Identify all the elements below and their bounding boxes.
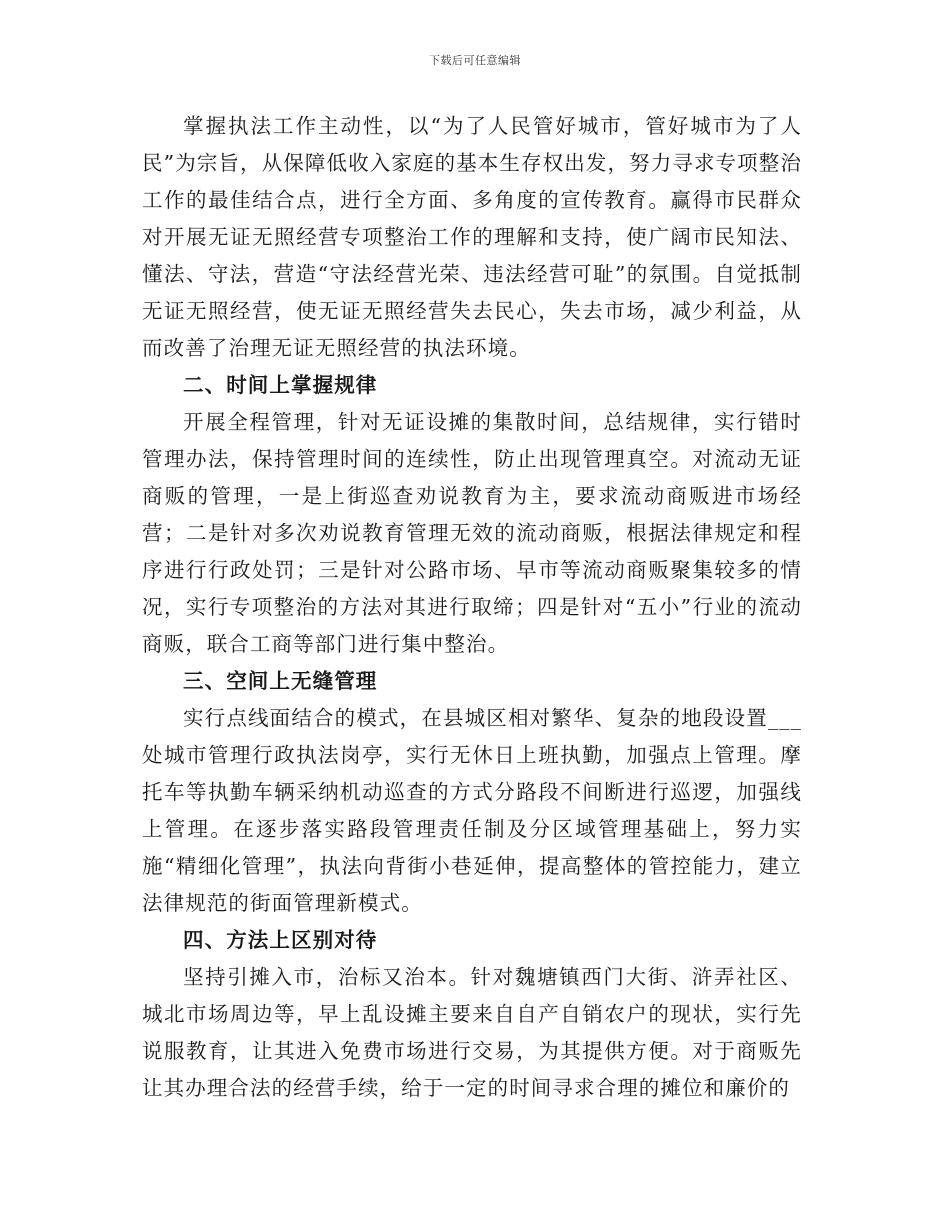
section-heading-2: 二、时间上掌握规律 (183, 373, 378, 397)
paragraph-section-3: 实行点线面结合的模式，在县城区相对繁华、复杂的地段设置___处城市管理行政执法岗亭，实行无休日上班执勤，加强点上管理。摩托车等执勤车辆采纳机动巡查的方式分路段不间断进行巡逻，加强线上管理。在逐步落实路段管理责任制及分区域管理基础上，努力实施“精细化管理”，执法向背街小巷延伸，提高整体的管控能力，建立法律规范的街面管理新模式。 (142, 706, 802, 915)
section-heading-3: 三、空间上无缝管理 (183, 669, 378, 693)
paragraph-section-4: 坚持引摊入市，治标又治本。针对魏塘镇西门大街、浒弄社区、城北市场周边等，早上乱设摊主要来自自产自销农户的现状，实行先说服教育，让其进入免费市场进行交易，为其提供方便。对于商贩先让其办理合法的经营手续，给于一定的时间寻求合理的摊位和廉价的 (142, 965, 802, 1100)
header-note: 下载后可任意编辑 (429, 54, 521, 67)
paragraph-section-2: 开展全程管理，针对无证设摊的集散时间，总结规律，实行错时管理办法，保持管理时间的连续性，防止出现管理真空。对流动无证商贩的管理，一是上街巡查劝说教育为主，要求流动商贩进市场经营；二是针对多次劝说教育管理无效的流动商贩，根据法律规定和程序进行行政处罚；三是针对公路市场、早市等流动商贩聚集较多的情况，实行专项整治的方法对其进行取缔；四是针对“五小”行业的流动商贩，联合工商等部门进行集中整治。 (142, 410, 802, 656)
section-heading-4: 四、方法上区别对待 (183, 928, 378, 952)
paragraph-intro: 掌握执法工作主动性，以“为了人民管好城市，管好城市为了人民”为宗旨，从保障低收入家庭的基本生存权出发，努力寻求专项整治工作的最佳结合点，进行全方面、多角度的宣传教育。赢得市民群众对开展无证无照经营专项整治工作的理解和支持，使广阔市民知法、懂法、守法，营造“守法经营光荣、违法经营可耻”的氛围。自觉抵制无证无照经营，使无证无照经营失去民心，失去市场，减少利益，从而改善了治理无证无照经营的执法环境。 (142, 114, 802, 360)
document-body (142, 108, 802, 1107)
